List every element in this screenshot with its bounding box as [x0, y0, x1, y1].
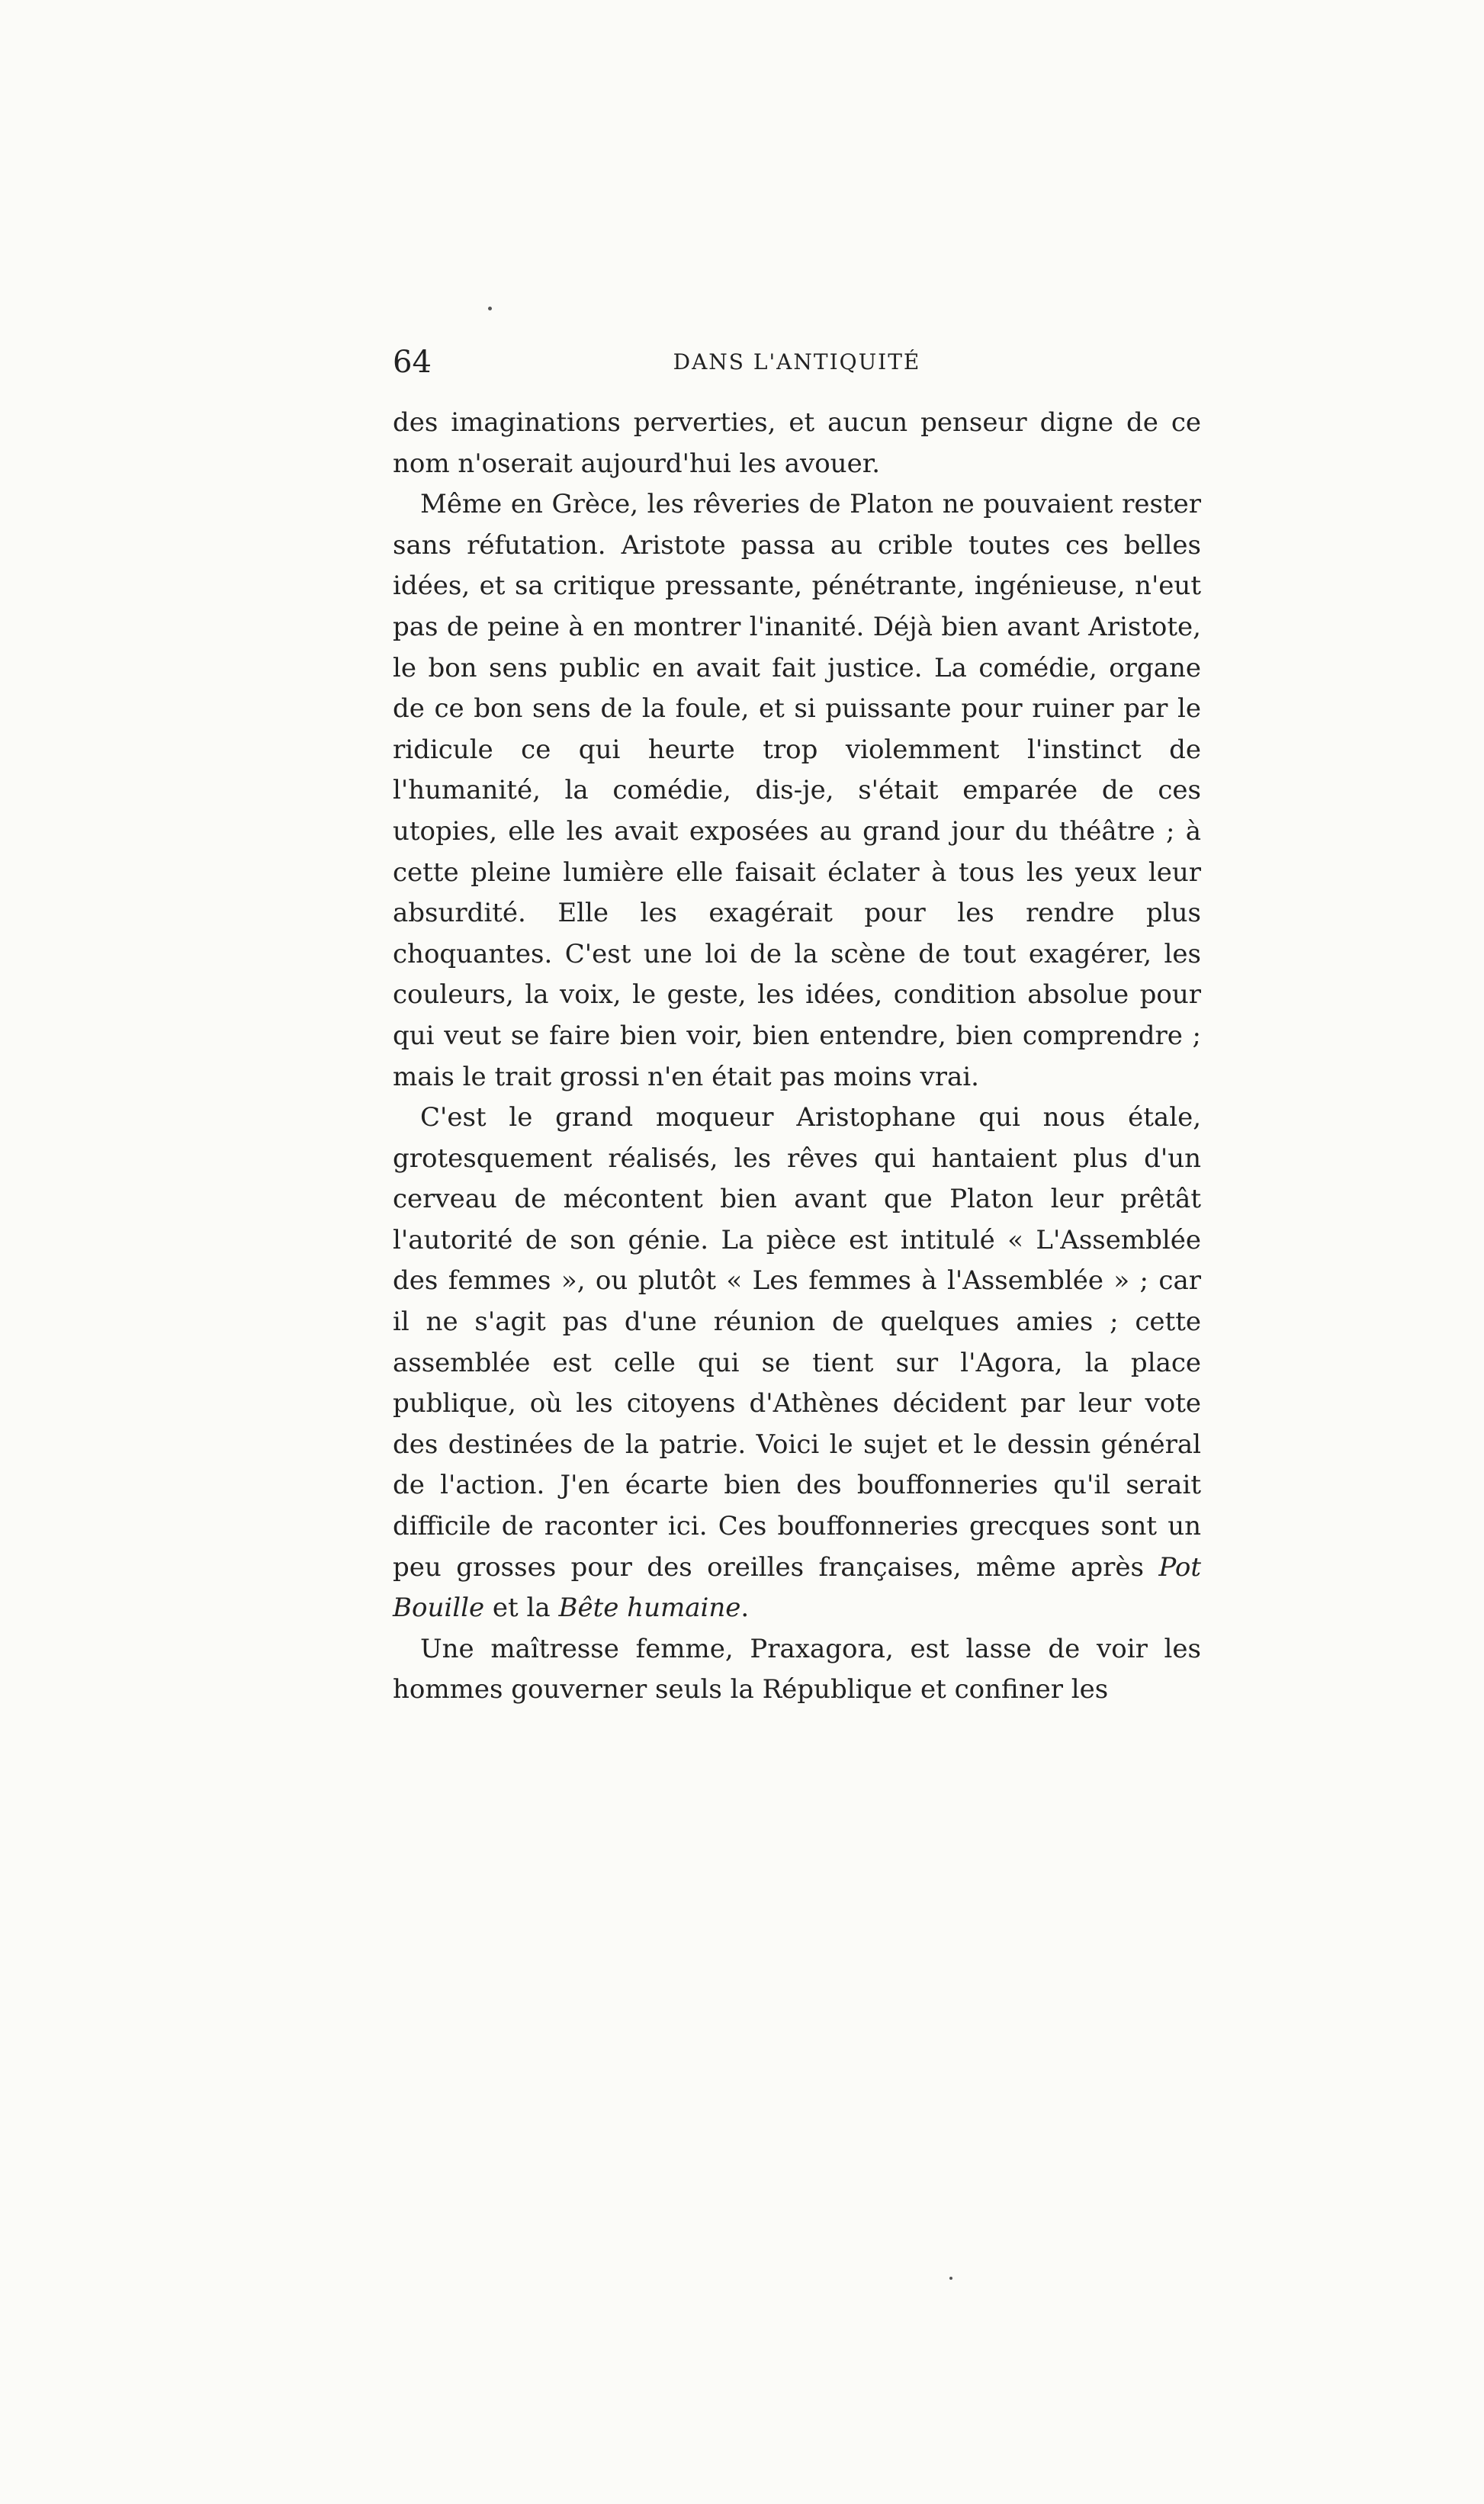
paragraph-3-connector: et la: [492, 1593, 551, 1624]
page-header: [393, 336, 1201, 389]
italic-title-pot-bouille: Pot Bouille: [393, 1551, 1201, 1624]
running-title: DANS L'ANTIQUITÉ: [673, 349, 921, 374]
paragraph-3-text: C'est le grand moqueur Aristophane qui nous étale, grotesquement réalisés, les rêves qui hantaient plus d'un cerveau de mécontent bien avant que Platon leur prêtât l'autorité de son génie. La pièce est intitulé « L'Assemblée des femmes », ou plutôt « Les femmes à l'Assemblée » ; car il ne s'agit pas d'une réunion de quelques amies ; cette assemblée est celle qui se tient sur l'Agora, la place publique, où les citoyens d'Athènes décident par leur vote des destinées de la patrie. Voici le sujet et le dessin général de l'action. J'en écarte bien des bouffonneries qu'il serait difficile de raconter ici. Ces bouffonneries grecques sont un peu grosses pour des oreilles françaises, même après: [393, 1102, 1201, 1583]
italic-title-bete-humaine: Bête humaine: [558, 1593, 741, 1624]
paragraph-3: [393, 1098, 1201, 1629]
ink-speck: [488, 307, 492, 310]
body-text: [393, 403, 1201, 1711]
paragraph-2: Même en Grèce, les rêveries de Platon ne pouvaient rester sans réfutation. Aristote passa au crible toutes ces belles idées, et sa critique pressante, pénétrante, ingénieuse, n'eut pas de peine à en montrer l'inanité. Déjà bien avant Aristote, le bon sens public en avait fait justice. La comédie, organe de ce bon sens de la foule, et si puissante pour ruiner par le ridicule ce qui heurte trop violemment l'instinct de l'humanité, la comédie, dis-je, s'était emparée de ces utopies, elle les avait exposées au grand jour du théâtre ; à cette pleine lumière elle faisait éclater à tous les yeux leur absurdité. Elle les exagérait pour les rendre plus choquantes. C'est une loi de la scène de tout exagérer, les couleurs, la voix, le geste, les idées, condition absolue pour qui veut se faire bien voir, bien entendre, bien comprendre ; mais le trait grossi n'en était pas moins vrai.: [393, 489, 1201, 1092]
paragraph-1: des imaginations perverties, et aucun penseur digne de ce nom n'oserait aujourd'hui les avouer.: [393, 407, 1201, 479]
paragraph-3-end: .: [740, 1593, 750, 1624]
paragraph-4: Une maîtresse femme, Praxagora, est lasse de voir les hommes gouverner seuls la République et confiner les: [393, 1633, 1201, 1705]
ink-speck: [949, 2277, 952, 2280]
page-number: 64: [393, 345, 432, 380]
